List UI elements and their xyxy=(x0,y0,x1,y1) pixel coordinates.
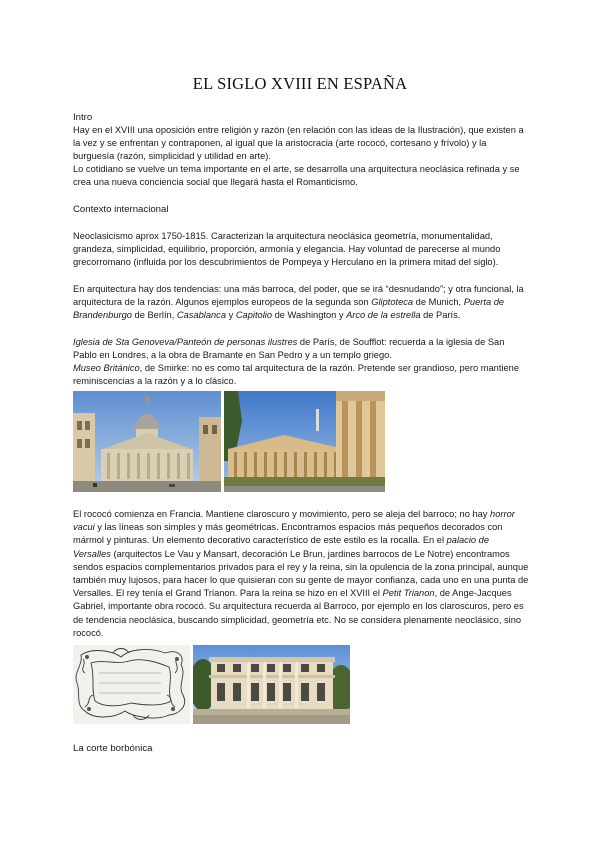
neoclassicism-paragraph: Neoclasicismo aprox 1750-1815. Caracterizan la arquitectura neoclásica geometría, monumentalidad, grandeza, simplicidad, equilibrio, proporción, armonía y elegancia. Hay voluntad de parecerse al mundo grecorromano (influida por los descubrimientos de Pompeya y Herculano en la primera mitad del siglo). xyxy=(73,231,501,268)
intro-paragraph-2: Lo cotidiano se vuelve un tema importante en el arte, se desarrolla una arquitectura neoclásica refinada y se crea una nueva conciencia social que llegará hasta el Romanticismo. xyxy=(73,164,520,188)
british-museum-paragraph: Museo Británico, de Smirke: no es como tal arquitectura de la razón. Pretende ser grandioso, pero mantiene reminiscencias a la razón y a lo clásico. xyxy=(73,363,519,387)
pantheon-photo xyxy=(73,391,221,492)
document-title: EL SIGLO XVIII EN ESPAÑA xyxy=(192,74,408,93)
rocaille-engraving xyxy=(73,645,190,724)
borbon-heading: La corte borbónica xyxy=(73,743,153,754)
pantheon-paragraph: Iglesia de Sta Genoveva/Panteón de personas ilustres de París, de Soufflot: recuerda a la iglesia de San Pablo en Londres, a la obra de Bramante en San Pedro y a un templo griego. xyxy=(73,337,505,361)
intro-paragraph-1: Hay en el XVIII una oposición entre religión y razón (en relación con las ideas de la Ilustración), que existen a la vez y se enfrentan y contraponen, al igual que la aristocracia (arte rococó, cortesano y frívolo) y la burguesía (razón, simplicidad y utilidad en arte). xyxy=(73,125,524,162)
rococo-paragraph: El rococó comienza en Francia. Mantiene claroscuro y movimiento, pero se aleja del barroco; no hay horror vacui y las líneas son simples y más geométricas. Encontramos espacios más pequeños decorados con mármol y pinturas. Un elemento decorativo característico de este estilo es la rocalla. En el palacio de Versalles (arquitectos Le Vau y Mansart, decoración Le Brun, jardines barrocos de Le Notre) encontramos sendos espacios complementarios privados para el rey y la reina, sin la opulencia de la zona principal, aunque también muy lujosos, para hacer lo que quisieran con su gente de mayor confianza, cada uno en una punta de Versalles. El rey tenía el Grand Trianon. Para la reina se hizo en el XVIII el Petit Trianon, de Ange-Jacques Gabriel, importante obra rococó. Su arquitectura recuerda al Barroco, por ejemplo en los claroscuros, pero es de tendencia neoclásica, buscando simplicidad, geometría etc. No se considera plenamente neoclásico, sino rococó. xyxy=(73,509,529,638)
petit-trianon-photo xyxy=(193,645,350,724)
intro-heading: Intro xyxy=(73,112,93,123)
architecture-tendencies-paragraph: En arquitectura hay dos tendencias: una más barroca, del poder, que se irá “desnudando”; y otra funcional, la arquitectura de la razón. Algunos ejemplos europeos de la segunda son Gliptoteca de Munich, Puerta de Brandenburgo de Berlín, Casablanca y Capitolio de Washington y Arco de la estrella de París. xyxy=(73,284,524,321)
context-heading: Contexto internacional xyxy=(73,204,169,215)
british-museum-photo xyxy=(224,391,385,492)
